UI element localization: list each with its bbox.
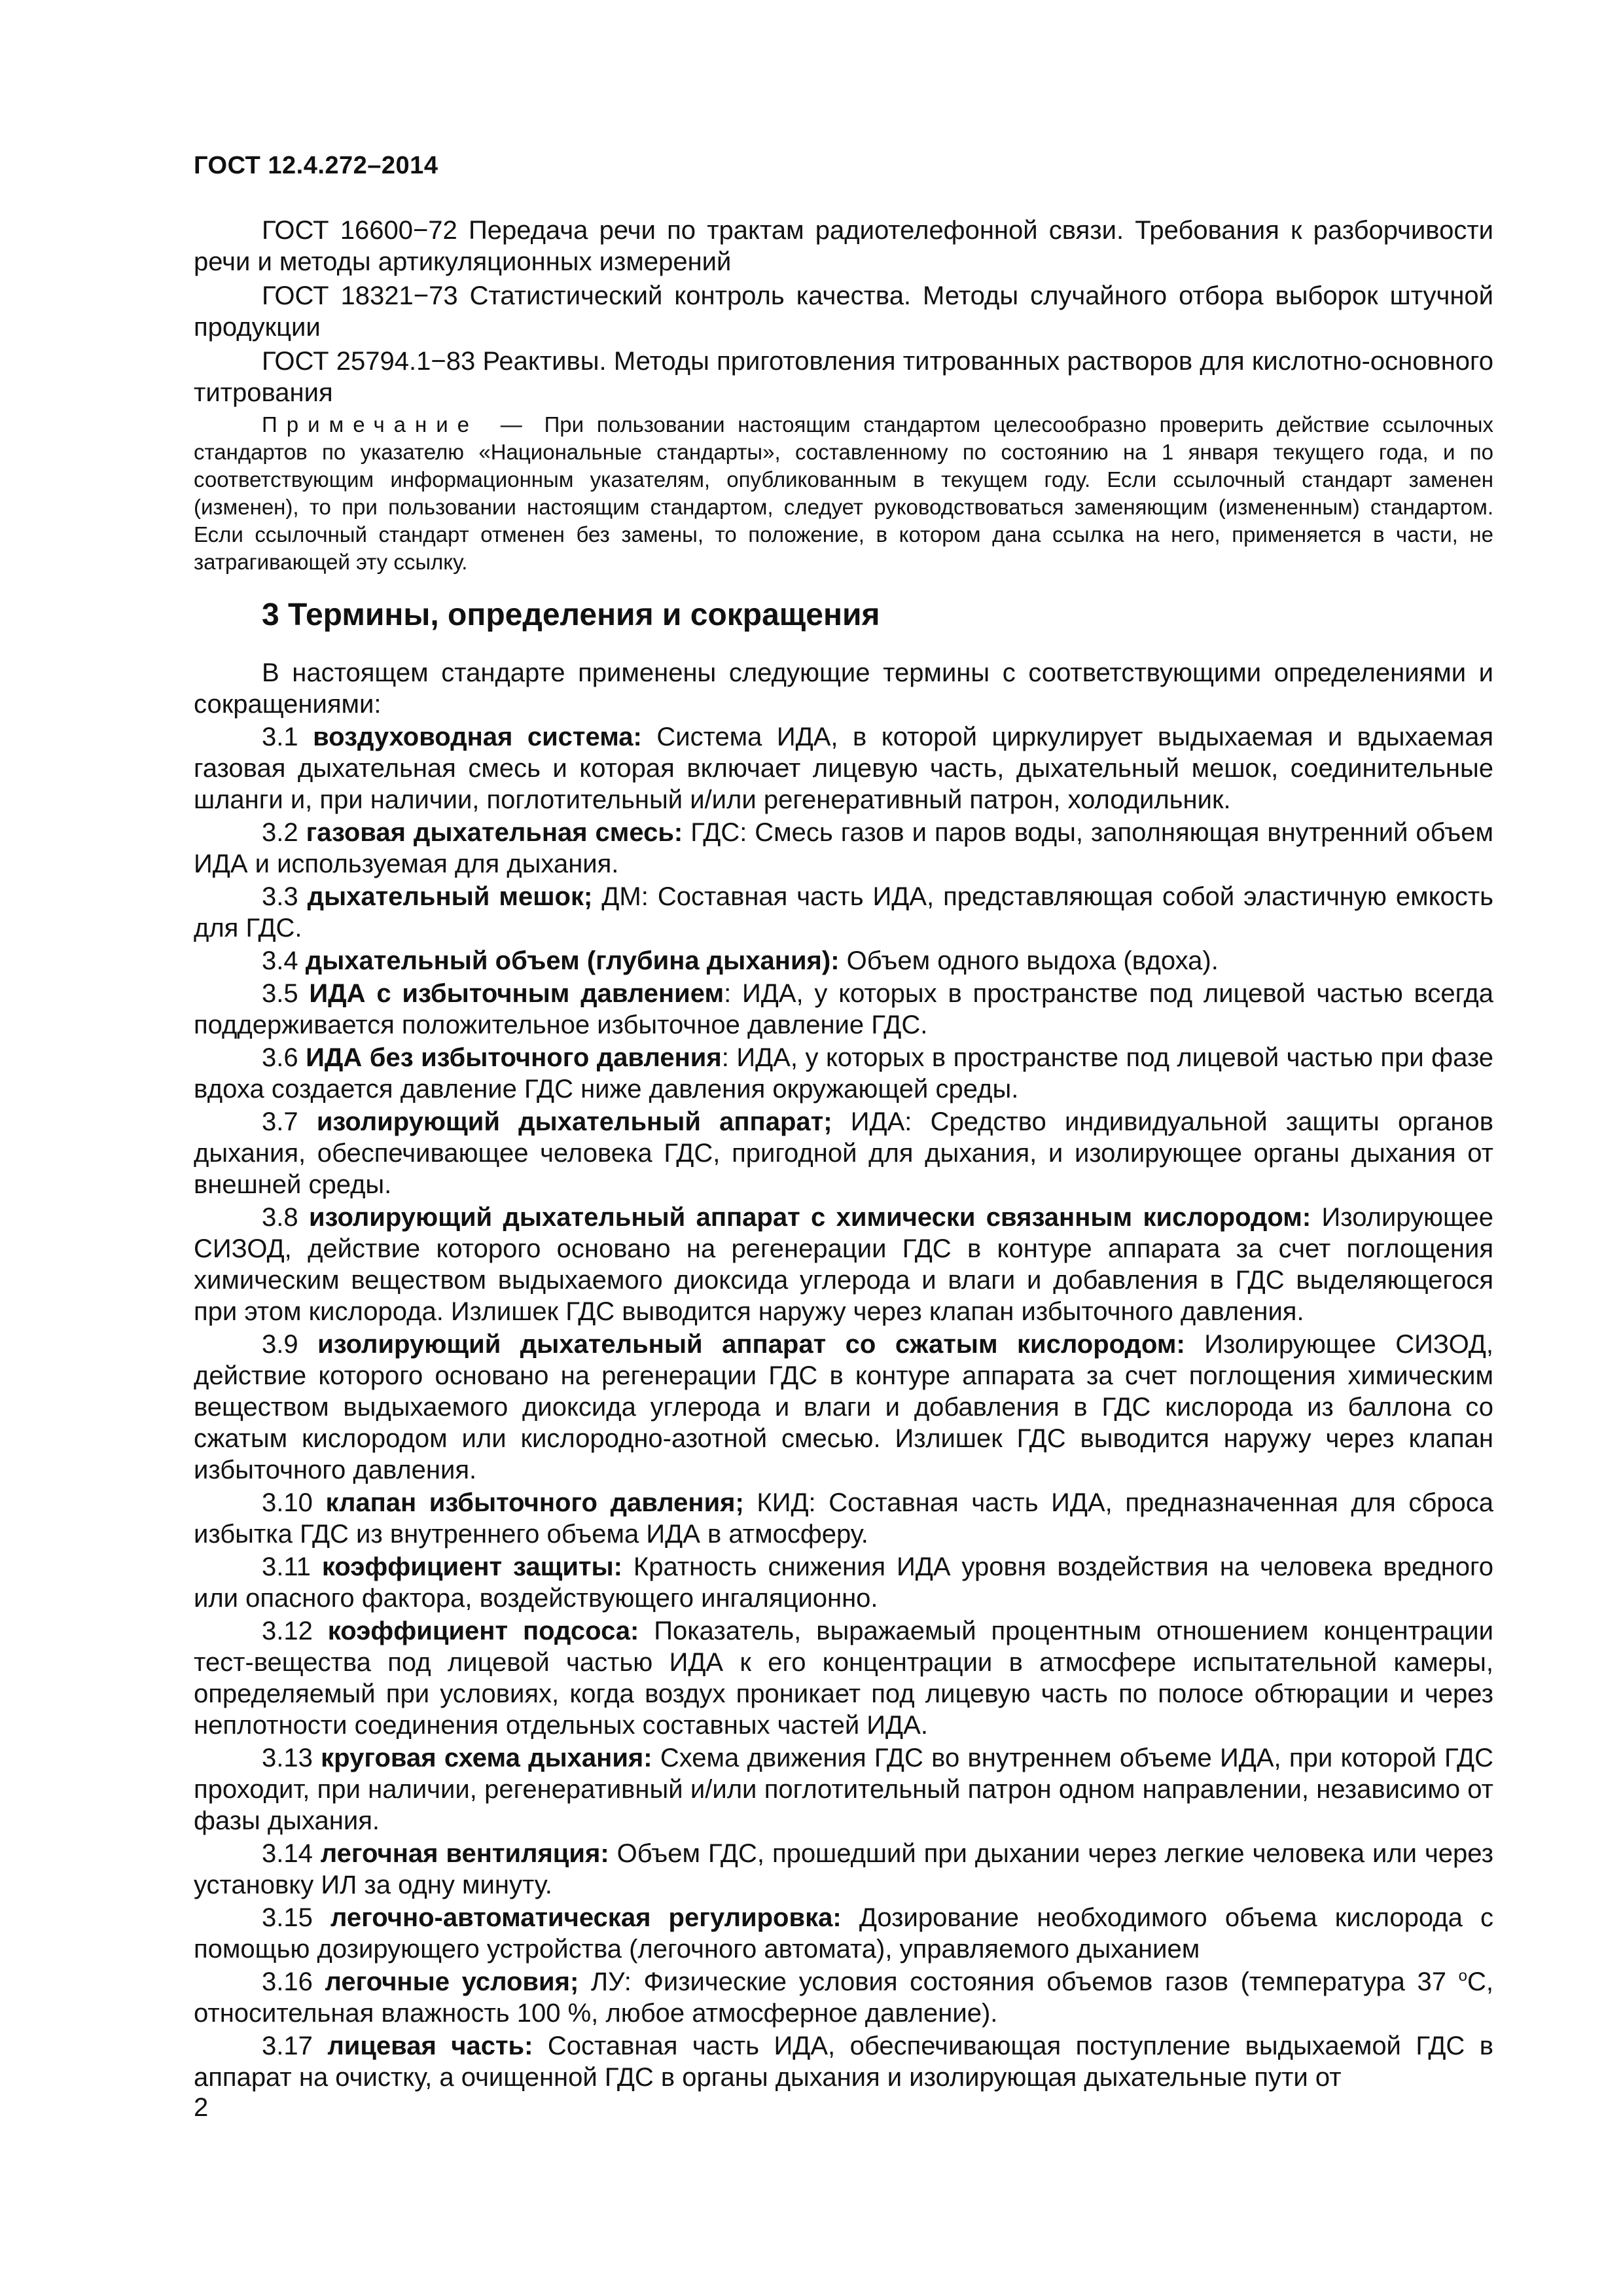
term-item xyxy=(194,2030,1493,2093)
reference-note xyxy=(194,411,1493,576)
note-text: При пользовании настоящим стандартом целесообразно проверить действие ссылочных стандартов по указателю «Национальные стандарты», составленному по состоянию на 1 января текущего года, и по соответствующим информационным указателям, опубликованным в текущем году. Если ссылочный стандарт заменен (изменен), то при пользовании настоящим стандартом, следует руководствоваться заменяющим (измененным) стандартом. Если ссылочный стандарт отменен без замены, то положение, в котором дана ссылка на него, применяется в части, не затрагивающей эту ссылку. xyxy=(194,412,1493,574)
term-definition: Показатель, выражаемый процентным отношением концентрации тест-вещества под лицевой частью ИДА к его концентрации в атмосфере испытательной камеры, определяемый при условиях, когда воздух проникает под лицевую часть по полосе обтюрации и через неплотности соединения отдельных составных частей ИДА. xyxy=(194,1617,1493,1740)
document-header: ГОСТ 12.4.272–2014 xyxy=(194,152,438,179)
section-title: 3 Термины, определения и сокращения xyxy=(262,598,880,632)
term-item xyxy=(194,817,1493,880)
term-item xyxy=(194,1615,1493,1741)
term-number: 3.9 xyxy=(262,1330,298,1359)
term-name: клапан избыточного давления; xyxy=(325,1488,744,1517)
reference-item: ГОСТ 16600−72 Передача речи по трактам радиотелефонной связи. Требования к разборчивости речи и методы артикуляционных измерений xyxy=(194,216,1493,276)
term-definition: ДМ: Составная часть ИДА, представляющая собой эластичную емкость для ГДС. xyxy=(194,882,1493,942)
term-item xyxy=(194,1329,1493,1486)
term-number: 3.15 xyxy=(262,1903,313,1932)
term-item xyxy=(194,1551,1493,1614)
term-definition: Изолирующее СИЗОД, действие которого основано на регенерации ГДС в контуре аппарата за счет поглощения химическим веществом выдыхаемого диоксида углерода и влаги и добавления в ГДС кислорода из баллона со сжатым кислородом или кислородно-азотной смесью. Излишек ГДС выводится наружу через клапан избыточного давления. xyxy=(194,1330,1494,1484)
term-number: 3.17 xyxy=(262,2032,313,2060)
term-item xyxy=(194,945,1493,977)
section-intro: В настоящем стандарте применены следующие термины с соответствующими определениями и сокращениями: xyxy=(194,658,1493,719)
term-name: легочная вентиляция: xyxy=(320,1839,609,1868)
term-number: 3.5 xyxy=(262,979,298,1008)
term-definition: Составная часть ИДА, обеспечивающая поступление выдыхаемой ГДС в аппарат на очистку, а очищенной ГДС в органы дыхания и изолирующая дыхательные пути от xyxy=(194,2032,1494,2092)
term-name: коэффициент защиты: xyxy=(321,1552,622,1581)
term-item xyxy=(194,721,1493,816)
term-definition: : ИДА, у которых в пространстве под лицевой частью всегда поддерживается положительное избыточное давление ГДС. xyxy=(194,979,1493,1039)
term-number: 3.14 xyxy=(262,1839,313,1868)
term-name: лицевая часть: xyxy=(327,2032,533,2060)
note-label: Примечание — xyxy=(262,412,531,437)
term-name: легочные условия; xyxy=(325,1967,579,1996)
term-definition-continued: С, относительная влажность 100 %, любое атмосферное давление). xyxy=(194,1967,1493,2028)
term-item xyxy=(194,1902,1493,1965)
term-definition: Изолирующее СИЗОД, действие которого основано на регенерации ГДС в контуре аппарата за счет поглощения химическим веществом выдыхаемого диоксида углерода и влаги и добавления в ГДС выделяющегося при этом кислорода. Излишек ГДС выводится наружу через клапан избыточного давления. xyxy=(194,1203,1493,1326)
reference-item: ГОСТ 18321−73 Статистический контроль качества. Методы случайного отбора выборок штучной продукции xyxy=(194,281,1493,342)
term-number: 3.7 xyxy=(262,1107,298,1136)
term-number: 3.13 xyxy=(262,1744,313,1772)
term-item xyxy=(194,978,1493,1041)
term-number: 3.1 xyxy=(262,723,298,751)
term-name: изолирующий дыхательный аппарат с химически связанным кислородом: xyxy=(308,1203,1311,1232)
term-number: 3.4 xyxy=(262,946,298,975)
term-name: газовая дыхательная смесь: xyxy=(306,818,683,847)
term-number: 3.16 xyxy=(262,1967,313,1996)
term-number: 3.10 xyxy=(262,1488,313,1517)
term-name: ИДА без избыточного давления xyxy=(306,1043,722,1072)
term-number: 3.2 xyxy=(262,818,298,847)
term-name: дыхательный объем (глубина дыхания): xyxy=(305,946,840,975)
term-definition: : ИДА, у которых в пространстве под лицевой частью при фазе вдоха создается давление ГДС ниже давления окружающей среды. xyxy=(194,1043,1494,1103)
term-definition: Система ИДА, в которой циркулирует выдыхаемая и вдыхаемая газовая дыхательная смесь и которая включает лицевую часть, дыхательный мешок, соединительные шланги и, при наличии, поглотительный и/или регенеративный патрон, холодильник. xyxy=(194,723,1493,814)
term-name: воздуховодная система: xyxy=(313,723,642,751)
reference-item: ГОСТ 25794.1−83 Реактивы. Методы приготовления титрованных растворов для кислотно-основного титрования xyxy=(194,347,1493,407)
term-name: изолирующий дыхательный аппарат; xyxy=(316,1107,832,1136)
term-number: 3.6 xyxy=(262,1043,298,1072)
term-number: 3.12 xyxy=(262,1617,313,1645)
term-number: 3.3 xyxy=(262,882,298,911)
term-item xyxy=(194,1838,1493,1901)
term-name: круговая схема дыхания: xyxy=(321,1744,652,1772)
term-item xyxy=(194,1966,1493,2029)
term-number: 3.11 xyxy=(262,1552,311,1581)
term-definition: ГДС: Смесь газов и паров воды, заполняющая внутренний объем ИДА и используемая для дыхания. xyxy=(194,818,1493,878)
page-number: 2 xyxy=(194,2093,209,2122)
term-definition: ЛУ: Физические условия состояния объемов газов (температура 37 xyxy=(579,1967,1459,1996)
term-definition: ИДА: Средство индивидуальной защиты органов дыхания, обеспечивающее человека ГДС, пригодной для дыхания, и изолирующее органы дыхания от внешней среды. xyxy=(194,1107,1493,1199)
term-item xyxy=(194,1042,1493,1105)
term-name: ИДА с избыточным давлением xyxy=(309,979,724,1008)
term-definition: Объем одного выдоха (вдоха). xyxy=(839,946,1219,975)
terms-list xyxy=(194,657,1493,2093)
term-definition: Дозирование необходимого объема кислорода с помощью дозирующего устройства (легочного автомата), управляемого дыханием xyxy=(194,1903,1494,1964)
term-name: коэффициент подсоса: xyxy=(327,1617,639,1645)
term-item xyxy=(194,1106,1493,1200)
term-item xyxy=(194,1487,1493,1550)
term-definition: КИД: Составная часть ИДА, предназначенная для сброса избытка ГДС из внутреннего объема ИДА в атмосферу. xyxy=(194,1488,1493,1549)
normative-references xyxy=(194,215,1493,408)
term-definition: Схема движения ГДС во внутреннем объеме ИДА, при которой ГДС проходит, при наличии, регенеративный и/или поглотительный патрон одном направлении, независимо от фазы дыхания. xyxy=(194,1744,1493,1835)
term-item xyxy=(194,881,1493,944)
term-number: 3.8 xyxy=(262,1203,298,1232)
term-item xyxy=(194,1742,1493,1837)
document-body xyxy=(194,215,1493,2094)
term-definition: Кратность снижения ИДА уровня воздействия на человека вредного или опасного фактора, воздействующего ингаляционно. xyxy=(194,1552,1493,1613)
term-name: изолирующий дыхательный аппарат со сжатым кислородом: xyxy=(317,1330,1185,1359)
term-name: легочно-автоматическая регулировка: xyxy=(330,1903,842,1932)
term-definition: Объем ГДС, прошедший при дыхании через легкие человека или через установку ИЛ за одну минуту. xyxy=(194,1839,1493,1899)
term-name: дыхательный мешок; xyxy=(307,882,593,911)
term-item xyxy=(194,1202,1493,1327)
degree-superscript: о xyxy=(1458,1967,1467,1985)
